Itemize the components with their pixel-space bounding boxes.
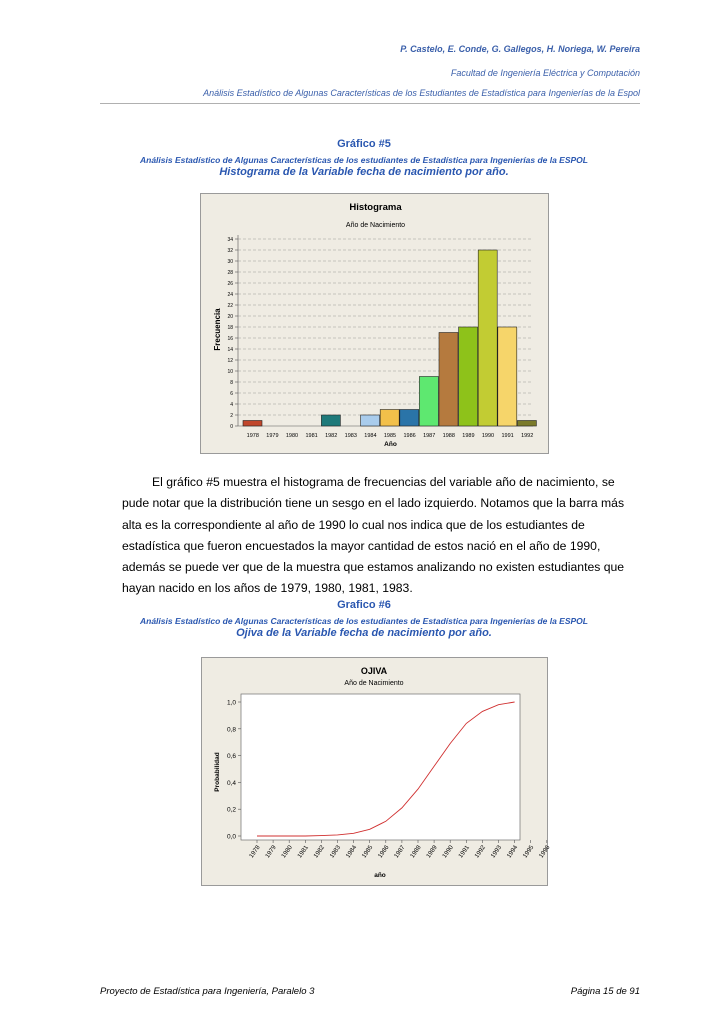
header-authors: P. Castelo, E. Conde, G. Gallegos, H. Noriega, W. Pereira	[400, 44, 640, 54]
histogram-bar	[243, 421, 262, 427]
histogram-y-tick-label: 28	[227, 270, 233, 276]
histogram-bar	[361, 415, 380, 426]
histogram-x-tick-label: 1988	[442, 433, 455, 439]
ogive-x-tick-label: 1990	[441, 844, 455, 860]
header-document-title: Análisis Estadístico de Algunas Características de los Estudiantes de Estadística para Ingenierías de la Espol	[203, 88, 640, 98]
histogram-chart	[200, 193, 549, 454]
histogram-y-tick-label: 20	[227, 314, 233, 320]
histogram-x-tick-label: 1982	[325, 433, 338, 439]
ogive-x-tick-label: 1986	[376, 844, 391, 860]
ogive-x-tick-label: 1978	[248, 844, 262, 860]
ogive-x-tick-label: 1985	[360, 844, 375, 860]
ogive-x-tick-label: 1992	[473, 844, 488, 860]
paragraph-line: estadística que fueron encuestados la mayor cantidad de estos nació en el año de 1990,	[122, 538, 601, 553]
ogive-x-tick-label: 1994	[505, 844, 520, 860]
paragraph-line: El gráfico #5 muestra el histograma de frecuencias del variable año de nacimiento, se	[152, 475, 615, 489]
histogram-x-label: Año	[384, 441, 397, 448]
ogive-x-tick-label: 1987	[392, 844, 407, 860]
ogive-x-tick-label: 1983	[328, 844, 343, 860]
histogram-y-tick-label: 2	[230, 413, 233, 419]
ogive-x-tick-label: 1982	[312, 844, 327, 860]
footer-page-number: Página 15 de 91	[570, 986, 640, 997]
histogram-bar	[498, 327, 517, 426]
paragraph-line: pude notar que la distribución tiene un sesgo en el lado izquierdo. Notamos que la barra más	[122, 496, 625, 511]
paragraph-line: alta es la correspondiente al año de 1990 lo cual nos indica que de los estudiantes de	[122, 517, 585, 532]
histogram-x-tick-label: 1989	[462, 433, 475, 439]
histogram-bar	[439, 333, 458, 427]
histogram-y-tick-label: 22	[227, 303, 233, 309]
histogram-y-tick-label: 8	[230, 380, 233, 386]
figure5-subtitle: Análisis Estadístico de Algunas Características de los estudiantes de Estadística para Ingenierías de la ESPOL	[140, 155, 588, 165]
histogram-x-tick-label: 1991	[501, 433, 514, 439]
ogive-chart	[201, 657, 552, 886]
histogram-y-tick-label: 18	[227, 325, 233, 331]
histogram-y-label: Frecuencia	[213, 308, 222, 351]
ogive-x-tick-label: 1988	[409, 844, 423, 860]
histogram-bar	[380, 410, 399, 427]
histogram-y-tick-label: 24	[227, 292, 233, 298]
paragraph-line: hayan nacido en los años de 1979, 1980, 1981, 1983.	[122, 581, 413, 596]
histogram-y-tick-label: 12	[227, 358, 233, 364]
histogram-bar	[478, 250, 497, 426]
histogram-svg	[201, 194, 550, 455]
histogram-bar	[517, 421, 536, 427]
histogram-x-tick-label: 1984	[364, 433, 377, 439]
paragraph-line: además se puede ver que de la muestra que estamos analizando no existen estudiantes que	[122, 560, 625, 575]
ogive-x-tick-label: 1979	[264, 844, 278, 860]
footer-project: Proyecto de Estadística para Ingeniería, Paralelo 3	[100, 986, 315, 997]
ogive-y-tick-label: 0,4	[226, 779, 236, 787]
ogive-x-tick-label: 1995	[521, 844, 536, 860]
ogive-x-tick-label: 1991	[457, 844, 471, 860]
histogram-y-tick-label: 30	[227, 259, 233, 265]
histogram-y-tick-label: 14	[227, 347, 233, 353]
histogram-x-tick-label: 1985	[383, 433, 397, 439]
histogram-x-tick-label: 1992	[521, 433, 534, 439]
histogram-y-tick-label: 32	[227, 248, 233, 254]
histogram-y-tick-label: 16	[227, 336, 233, 342]
body-paragraph	[122, 472, 642, 600]
histogram-x-tick-label: 1990	[481, 433, 495, 439]
ogive-title: OJIVA	[360, 666, 388, 676]
figure6-caption: Ojiva de la Variable fecha de nacimiento por año.	[236, 627, 492, 639]
ogive-x-tick-label: 1984	[344, 844, 359, 860]
histogram-subtitle: Año de Nacimiento	[345, 222, 406, 229]
ogive-y-label: Probabilidad	[214, 752, 221, 792]
histogram-title: Histograma	[349, 202, 402, 213]
histogram-y-tick-label: 26	[227, 281, 233, 287]
histogram-x-tick-label: 1979	[266, 433, 279, 439]
histogram-x-tick-label: 1981	[305, 433, 318, 439]
histogram-bar	[459, 327, 478, 426]
figure6-number: Grafico #6	[337, 599, 391, 611]
histogram-x-tick-label: 1983	[344, 433, 357, 439]
histogram-x-tick-label: 1978	[246, 433, 259, 439]
histogram-y-tick-label: 10	[227, 369, 233, 375]
histogram-bar	[400, 410, 419, 427]
figure6-subtitle: Análisis Estadístico de Algunas Características de los estudiantes de Estadística para Ingenierías de la ESPOL	[140, 616, 588, 626]
histogram-y-tick-label: 6	[230, 391, 233, 397]
ogive-x-tick-label: 1993	[489, 844, 504, 860]
ogive-x-tick-label: 1981	[296, 844, 310, 860]
ogive-x-tick-label: 1980	[280, 844, 294, 860]
histogram-x-tick-label: 1980	[285, 433, 299, 439]
histogram-bar	[419, 377, 438, 427]
histogram-y-tick-label: 0	[230, 424, 233, 430]
histogram-x-tick-label: 1986	[403, 433, 416, 439]
figure5-number: Gráfico #5	[337, 138, 391, 150]
ogive-plot-area	[241, 694, 520, 840]
histogram-bar	[321, 415, 340, 426]
ogive-y-tick-label: 0,2	[226, 806, 236, 814]
ogive-subtitle: Año de Nacimiento	[344, 680, 404, 687]
ogive-y-tick-label: 1,0	[226, 699, 236, 707]
ogive-x-label: año	[374, 872, 386, 879]
ogive-svg	[202, 658, 552, 887]
header-faculty: Facultad de Ingeniería Eléctrica y Computación	[450, 68, 640, 78]
ogive-y-tick-label: 0,0	[226, 833, 236, 841]
ogive-x-tick-label: 1996	[537, 844, 552, 860]
ogive-y-tick-label: 0,6	[226, 753, 236, 761]
histogram-y-tick-label: 34	[227, 237, 233, 243]
ogive-x-tick-label: 1989	[425, 844, 439, 860]
header-divider	[100, 103, 640, 104]
ogive-y-tick-label: 0,8	[226, 726, 236, 734]
histogram-x-tick-label: 1987	[423, 433, 436, 439]
figure5-caption: Histograma de la Variable fecha de nacimiento por año.	[219, 166, 509, 178]
histogram-y-tick-label: 4	[230, 402, 233, 408]
